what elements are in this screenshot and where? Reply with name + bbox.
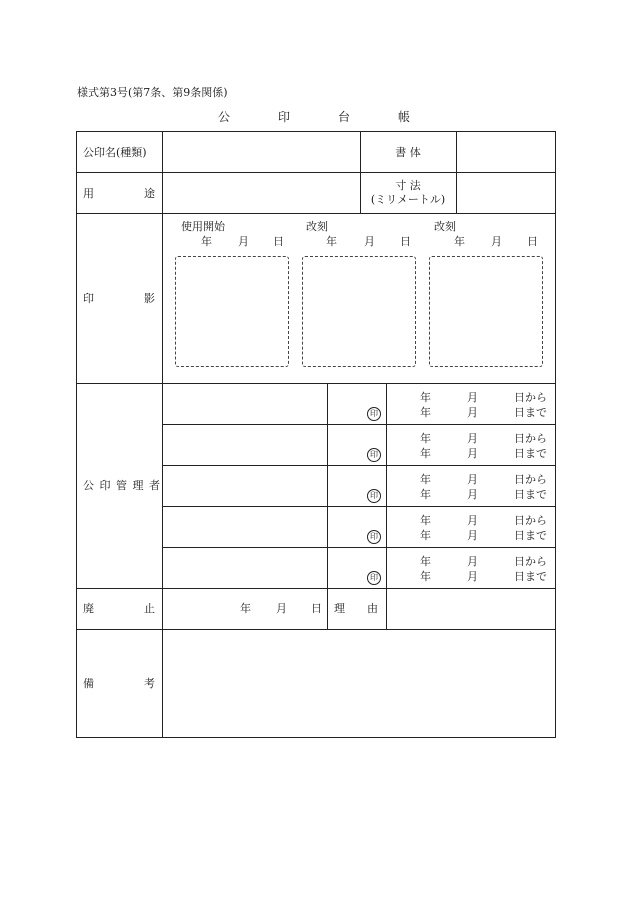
period-to-day: 日まで (514, 529, 547, 542)
period-from-day: 日から (514, 514, 547, 527)
period-to-day: 日まで (514, 488, 547, 501)
title-char: 公 (218, 110, 231, 124)
period-to-year: 年 (420, 488, 431, 501)
period-to-month: 月 (467, 570, 478, 583)
document-title (0, 108, 630, 124)
date-year: 年 (454, 235, 465, 248)
reason-label-char: 由 (367, 602, 378, 615)
use-label-char: 用 (83, 187, 94, 200)
period-from-month: 月 (467, 514, 478, 527)
remarks-label-char: 考 (144, 677, 155, 690)
impression-box (429, 256, 543, 367)
table-border (76, 131, 556, 132)
row-divider (76, 629, 556, 630)
seal-name-label: 公印名(種類) (83, 146, 147, 159)
period-to-month: 月 (467, 488, 478, 501)
period-from-month: 月 (467, 555, 478, 568)
period-from-month: 月 (467, 432, 478, 445)
period-to-month: 月 (467, 529, 478, 542)
row-divider (162, 506, 556, 507)
date-month: 月 (364, 235, 375, 248)
period-to-year: 年 (420, 406, 431, 419)
date-month: 月 (238, 235, 249, 248)
use-label-char: 途 (144, 187, 155, 200)
date-day: 日 (527, 235, 538, 248)
period-from-year: 年 (420, 514, 431, 527)
period-from-day: 日から (514, 432, 547, 445)
remarks-label-char: 備 (83, 677, 94, 690)
seal-mark-icon: 印 (367, 489, 381, 503)
period-from-month: 月 (467, 473, 478, 486)
period-to-year: 年 (420, 529, 431, 542)
date-day: 日 (400, 235, 411, 248)
period-from-day: 日から (514, 473, 547, 486)
font-label: 書 体 (395, 146, 421, 159)
seal-mark-icon: 印 (367, 407, 381, 421)
impression-box (175, 256, 289, 367)
period-from-year: 年 (420, 555, 431, 568)
period-from-year: 年 (420, 432, 431, 445)
date-day: 日 (273, 235, 284, 248)
title-char: 印 (278, 110, 291, 124)
size-unit: (ミリメートル) (370, 193, 446, 206)
row-divider (76, 383, 556, 384)
table-border (76, 737, 556, 738)
size-label: 寸 法 (395, 179, 421, 192)
abolish-date-month: 月 (276, 602, 287, 615)
row-divider (162, 424, 556, 425)
abolish-date-year: 年 (240, 602, 251, 615)
period-to-day: 日まで (514, 570, 547, 583)
row-divider (76, 213, 556, 214)
seal-mark-icon: 印 (367, 571, 381, 585)
column-divider (386, 383, 387, 629)
period-from-month: 月 (467, 391, 478, 404)
period-to-month: 月 (467, 447, 478, 460)
column-divider (456, 131, 457, 213)
impression-heading: 改刻 (434, 220, 456, 233)
period-to-year: 年 (420, 570, 431, 583)
seal-mark-icon: 印 (367, 448, 381, 462)
impression-label-char: 影 (144, 292, 155, 305)
period-to-day: 日まで (514, 406, 547, 419)
impression-heading: 使用開始 (181, 220, 225, 233)
period-from-year: 年 (420, 391, 431, 404)
table-border (555, 131, 556, 738)
period-to-month: 月 (467, 406, 478, 419)
date-year: 年 (201, 235, 212, 248)
seal-ledger-table (76, 131, 556, 738)
period-to-day: 日まで (514, 447, 547, 460)
abolish-date-day: 日 (311, 602, 322, 615)
abolish-label-char: 廃 (83, 602, 94, 615)
table-border (76, 131, 77, 738)
impression-heading: 改刻 (306, 220, 328, 233)
date-month: 月 (491, 235, 502, 248)
period-to-year: 年 (420, 447, 431, 460)
row-divider (162, 465, 556, 466)
abolish-label-char: 止 (144, 602, 155, 615)
seal-mark-icon: 印 (367, 530, 381, 544)
date-year: 年 (326, 235, 337, 248)
title-char: 台 (338, 110, 351, 124)
impression-label-char: 印 (83, 292, 94, 305)
row-divider (162, 547, 556, 548)
reason-label-char: 理 (334, 602, 345, 615)
form-number: 様式第3号(第7条、第9条関係) (77, 86, 228, 99)
row-divider (76, 172, 556, 173)
column-divider (162, 131, 163, 738)
column-divider (327, 383, 328, 629)
impression-box (302, 256, 416, 367)
row-divider (76, 588, 556, 589)
manager-label: 公 印 管 理 者 (83, 479, 161, 492)
title-char: 帳 (398, 110, 411, 124)
period-from-year: 年 (420, 473, 431, 486)
period-from-day: 日から (514, 555, 547, 568)
period-from-day: 日から (514, 391, 547, 404)
